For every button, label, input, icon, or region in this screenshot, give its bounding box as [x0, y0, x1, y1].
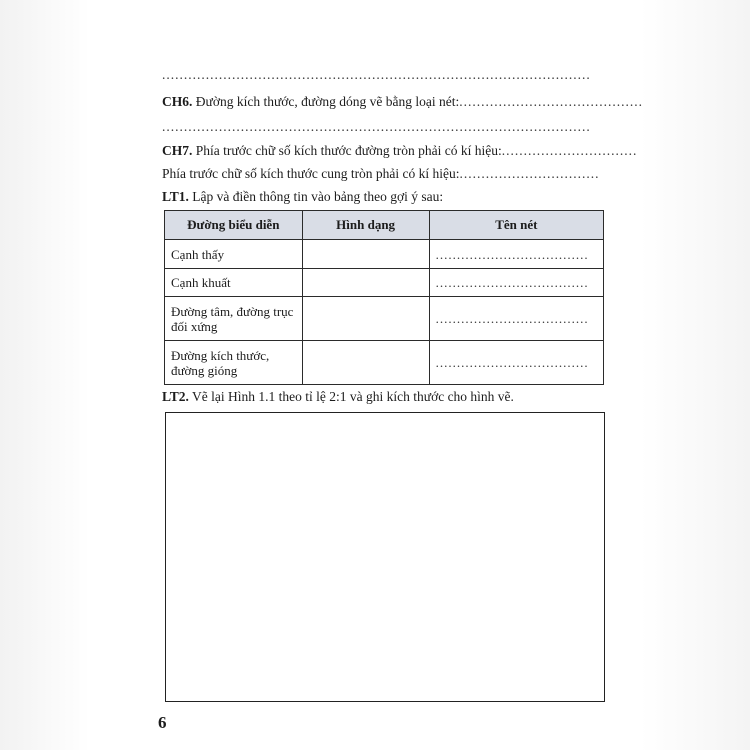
line-types-table — [164, 210, 604, 385]
column-header: Tên nét — [429, 211, 603, 240]
question-text: Phía trước chữ số kích thước cung tròn phải có kí hiệu: — [162, 166, 460, 181]
column-header: Đường biểu diễn — [165, 211, 303, 240]
exercise-text: Vẽ lại Hình 1.1 theo tỉ lệ 2:1 và ghi kích thước cho hình vẽ. — [188, 389, 514, 404]
shape-cell[interactable] — [302, 297, 429, 341]
exercise-text: Lập và điền thông tin vào bảng theo gợi ý sau: — [188, 189, 444, 204]
line-name-cell[interactable]: .................................... — [429, 297, 603, 341]
line-name-cell[interactable]: .................................... — [429, 240, 603, 269]
drawing-area[interactable] — [165, 412, 605, 702]
row-label: Đường kích thước, đường gióng — [165, 341, 303, 385]
answer-dots[interactable]: .......................................... — [459, 94, 643, 109]
question-ch7 — [162, 143, 638, 159]
row-label: Cạnh thấy — [165, 240, 303, 269]
table-row — [165, 269, 604, 297]
exercise-label: LT1. — [162, 189, 189, 204]
row-label: Đường tâm, đường trục đối xứng — [165, 297, 303, 341]
line-name-cell[interactable]: .................................... — [429, 341, 603, 385]
question-text: Phía trước chữ số kích thước đường tròn phải có kí hiệu: — [192, 143, 502, 158]
answer-dotted-line[interactable]: .................................................................................................. — [162, 67, 591, 82]
shape-cell[interactable] — [302, 269, 429, 297]
table-row — [165, 240, 604, 269]
column-header: Hình dạng — [302, 211, 429, 240]
table-row — [165, 297, 604, 341]
question-label: CH6. — [162, 94, 193, 109]
question-label: CH7. — [162, 143, 193, 158]
page-number: 6 — [158, 713, 167, 732]
question-ch7-line2 — [162, 166, 606, 182]
answer-dots[interactable]: ............................... — [501, 143, 638, 158]
line-name-cell[interactable]: .................................... — [429, 269, 603, 297]
shape-cell[interactable] — [302, 240, 429, 269]
exercise-lt2 — [162, 389, 606, 405]
row-label: Cạnh khuất — [165, 269, 303, 297]
answer-dots[interactable]: ................................ — [459, 166, 600, 181]
exercise-lt1 — [162, 189, 606, 205]
exercise-label: LT2. — [162, 389, 189, 404]
answer-dotted-line[interactable]: .................................................................................................. — [162, 119, 591, 134]
question-text: Đường kích thước, đường dóng vẽ bằng loại nét: — [192, 94, 460, 109]
question-ch6 — [162, 94, 643, 110]
shape-cell[interactable] — [302, 341, 429, 385]
table-row — [165, 341, 604, 385]
